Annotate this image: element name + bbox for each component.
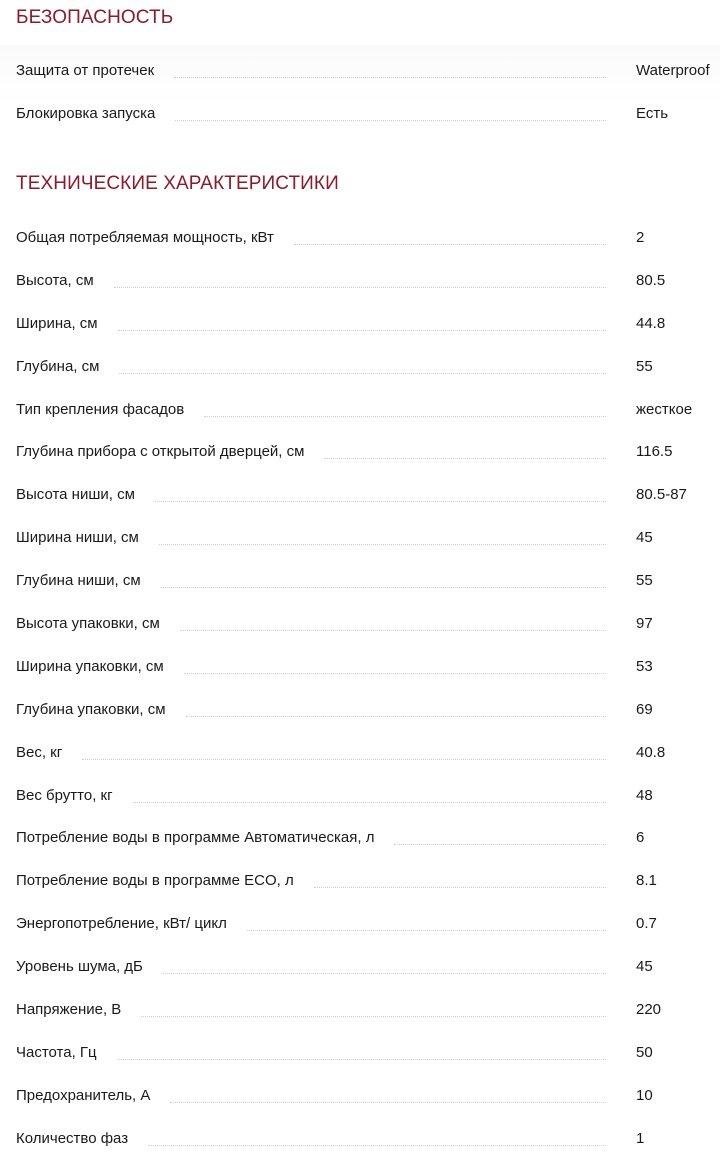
dotted-leader	[180, 630, 606, 631]
spec-label: Высота ниши, см	[16, 486, 135, 504]
spec-value: 80.5-87	[636, 486, 687, 504]
spec-value: 6	[636, 829, 645, 847]
spec-label: Энергопотребление, кВт/ цикл	[16, 915, 227, 933]
spec-row	[0, 345, 720, 388]
spec-label: Уровень шума, дБ	[16, 958, 143, 976]
dotted-leader	[161, 587, 606, 588]
spec-value: 55	[636, 572, 653, 590]
dotted-leader	[114, 287, 606, 288]
spec-row	[0, 559, 720, 602]
safety-spec-list	[0, 49, 720, 135]
section-title-safety: БЕЗОПАСНОСТЬ	[16, 7, 174, 28]
spec-label: Глубина упаковки, см	[16, 700, 166, 718]
spec-row	[0, 945, 720, 988]
dotted-leader	[148, 1145, 606, 1146]
section-title-tech: ТЕХНИЧЕСКИЕ ХАРАКТЕРИСТИКИ	[16, 173, 339, 194]
spec-value: 40.8	[636, 743, 666, 761]
spec-value: 116.5	[636, 443, 673, 461]
dotted-leader	[119, 373, 606, 374]
spec-row	[0, 1117, 720, 1160]
spec-value: 220	[636, 1000, 662, 1018]
dotted-leader	[117, 1059, 606, 1060]
dotted-leader	[170, 1102, 606, 1103]
spec-label: Частота, Гц	[16, 1043, 97, 1061]
spec-value: Waterproof	[636, 61, 710, 79]
spec-row	[0, 988, 720, 1031]
dotted-leader	[247, 930, 606, 931]
spec-label: Ширина ниши, см	[16, 529, 139, 547]
spec-value: 69	[636, 700, 653, 718]
spec-value: 10	[636, 1086, 653, 1104]
spec-label: Ширина упаковки, см	[16, 657, 164, 675]
dotted-leader	[204, 416, 606, 417]
spec-label: Предохранитель, А	[16, 1086, 151, 1104]
dotted-leader	[324, 458, 606, 459]
spec-value: 44.8	[636, 314, 666, 332]
spec-row	[0, 645, 720, 688]
spec-label: Потребление воды в программе Автоматическая, л	[16, 829, 375, 847]
spec-row	[0, 688, 720, 731]
spec-value: 45	[636, 958, 653, 976]
spec-label: Потребление воды в программе ECO, л	[16, 872, 294, 890]
spec-row	[0, 602, 720, 645]
spec-row	[0, 388, 720, 431]
spec-row	[0, 902, 720, 945]
spec-row	[0, 1031, 720, 1074]
spec-row	[0, 516, 720, 559]
spec-value: 48	[636, 786, 653, 804]
spec-value: 53	[636, 657, 653, 675]
spec-label: Напряжение, В	[16, 1000, 122, 1018]
dotted-leader	[141, 1016, 606, 1017]
spec-label: Общая потребляемая мощность, кВт	[16, 228, 274, 246]
tech-spec-list	[0, 216, 720, 1160]
spec-value: Есть	[636, 104, 669, 122]
spec-row	[0, 430, 720, 473]
spec-value: 45	[636, 529, 653, 547]
spec-row	[0, 302, 720, 345]
dotted-leader	[184, 673, 606, 674]
spec-label: Тип крепления фасадов	[16, 400, 185, 418]
spec-value: 80.5	[636, 271, 666, 289]
spec-row	[0, 1074, 720, 1117]
spec-label: Вес брутто, кг	[16, 786, 113, 804]
spec-value: 50	[636, 1043, 653, 1061]
spec-row	[0, 92, 720, 135]
spec-label: Высота, см	[16, 271, 94, 289]
spec-label: Защита от протечек	[16, 61, 155, 79]
spec-row	[0, 473, 720, 516]
spec-value: жесткое	[636, 400, 693, 418]
dotted-leader	[133, 802, 606, 803]
dotted-leader	[294, 244, 606, 245]
spec-row	[0, 859, 720, 902]
spec-value: 97	[636, 614, 653, 632]
spec-label: Количество фаз	[16, 1129, 129, 1147]
spec-value: 8.1	[636, 872, 657, 890]
spec-row	[0, 216, 720, 259]
spec-label: Блокировка запуска	[16, 104, 156, 122]
spec-label: Вес, кг	[16, 743, 63, 761]
spec-label: Высота упаковки, см	[16, 614, 160, 632]
dotted-leader	[314, 887, 606, 888]
spec-row	[0, 774, 720, 817]
dotted-leader	[163, 973, 606, 974]
spec-row	[0, 259, 720, 302]
spec-label: Ширина, см	[16, 314, 98, 332]
spec-row	[0, 49, 720, 92]
spec-value: 1	[636, 1129, 645, 1147]
dotted-leader	[118, 330, 606, 331]
dotted-leader	[175, 120, 606, 121]
spec-label: Глубина, см	[16, 357, 100, 375]
dotted-leader	[186, 716, 606, 717]
spec-value: 55	[636, 357, 653, 375]
dotted-leader	[155, 501, 606, 502]
spec-label: Глубина ниши, см	[16, 572, 141, 590]
dotted-leader	[394, 844, 606, 845]
dotted-leader	[159, 544, 606, 545]
spec-value: 0.7	[636, 915, 657, 933]
dotted-leader	[174, 77, 606, 78]
spec-row	[0, 731, 720, 774]
spec-row	[0, 816, 720, 859]
dotted-leader	[82, 759, 606, 760]
spec-value: 2	[636, 228, 645, 246]
spec-label: Глубина прибора с открытой дверцей, см	[16, 443, 305, 461]
